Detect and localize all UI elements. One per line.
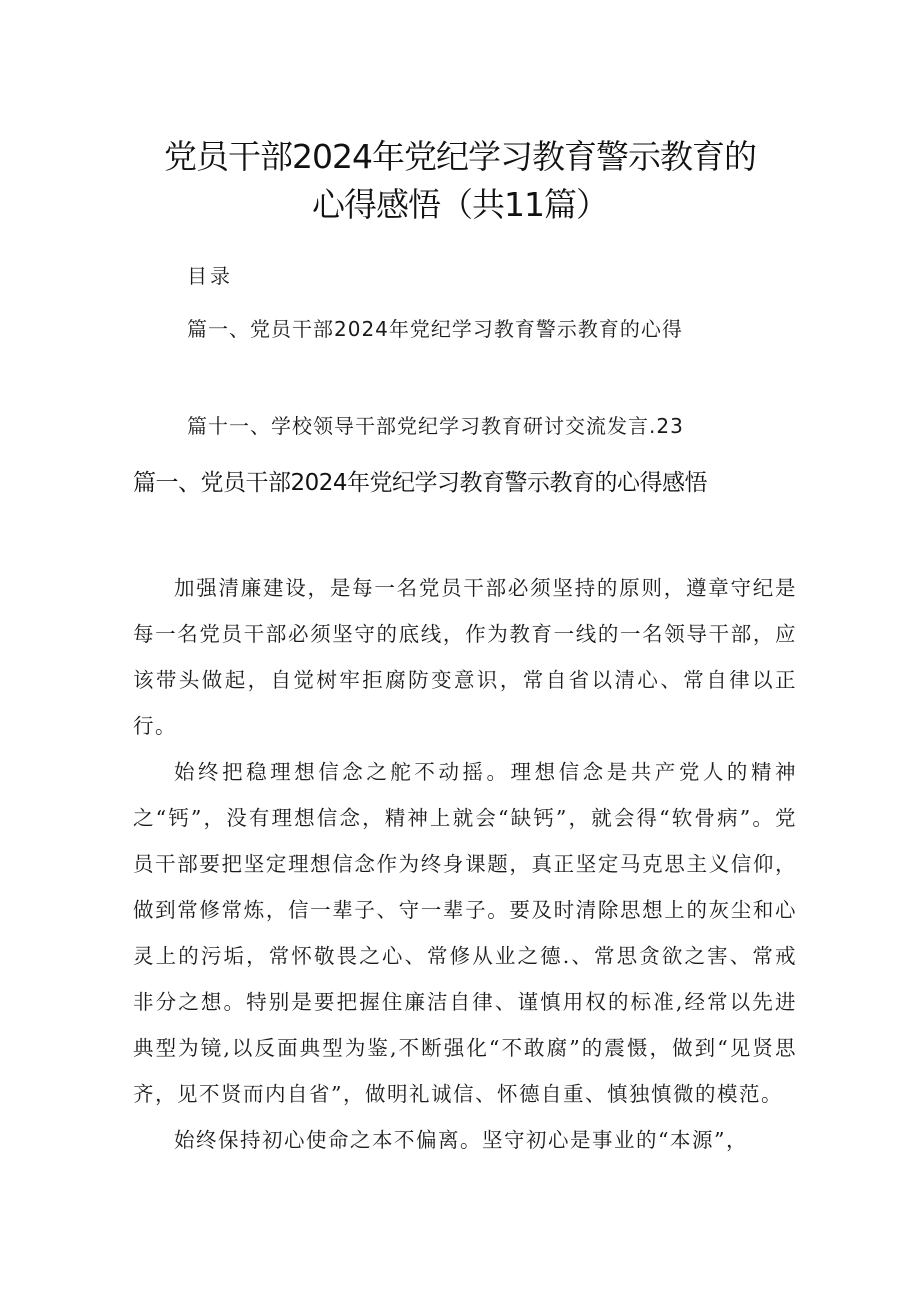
document-title-line-2: 心得感悟（共11篇） [312, 185, 608, 224]
document-title-line-1: 党员干部2024年党纪学习教育警示教育的 [164, 137, 756, 176]
paragraph: 加强清廉建设，是每一名党员干部必须坚持的原则，遵章守纪是每一名党员干部必须坚守的底线，作为教育一线的一名领导干部，应该带头做起，自觉树牢拒腐防变意识，常自省以清心、常自律以正行。 [133, 576, 797, 738]
section-heading: 篇一、党员干部2024年党纪学习教育警示教育的心得感悟 [133, 470, 708, 496]
paragraph: 始终把稳理想信念之舵不动摇。理想信念是共产党人的精神之“钙”，没有理想信念，精神上就会“缺钙”，就会得“软骨病”。党员干部要把坚定理想信念作为终身课题，真正坚定马克思主义信仰，做到常修常炼，信一辈子、守一辈子。要及时清除思想上的灰尘和心灵上的污垢，常怀敬畏之心、常修从业之德.、常思贪欲之害、常戒非分之想。特别是要把握住廉洁自律、谨慎用权的标准,经常以先进典型为镜,以反面典型为鉴,不断强化“不敢腐”的震慑，做到“见贤思齐，见不贤而内自省”，做明礼诚信、怀德自重、慎独慎微的模范。 [133, 760, 797, 1106]
paragraph: 始终保持初心使命之本不偏离。坚守初心是事业的“本源”， [174, 1128, 748, 1152]
toc-entry[interactable]: 篇十一、学校领导干部党纪学习教育研讨交流发言.23 [187, 414, 684, 438]
toc-heading: 目录 [187, 264, 233, 288]
body-text [133, 565, 797, 1163]
toc-entry[interactable]: 篇一、党员干部2024年党纪学习教育警示教育的心得 [187, 317, 683, 341]
